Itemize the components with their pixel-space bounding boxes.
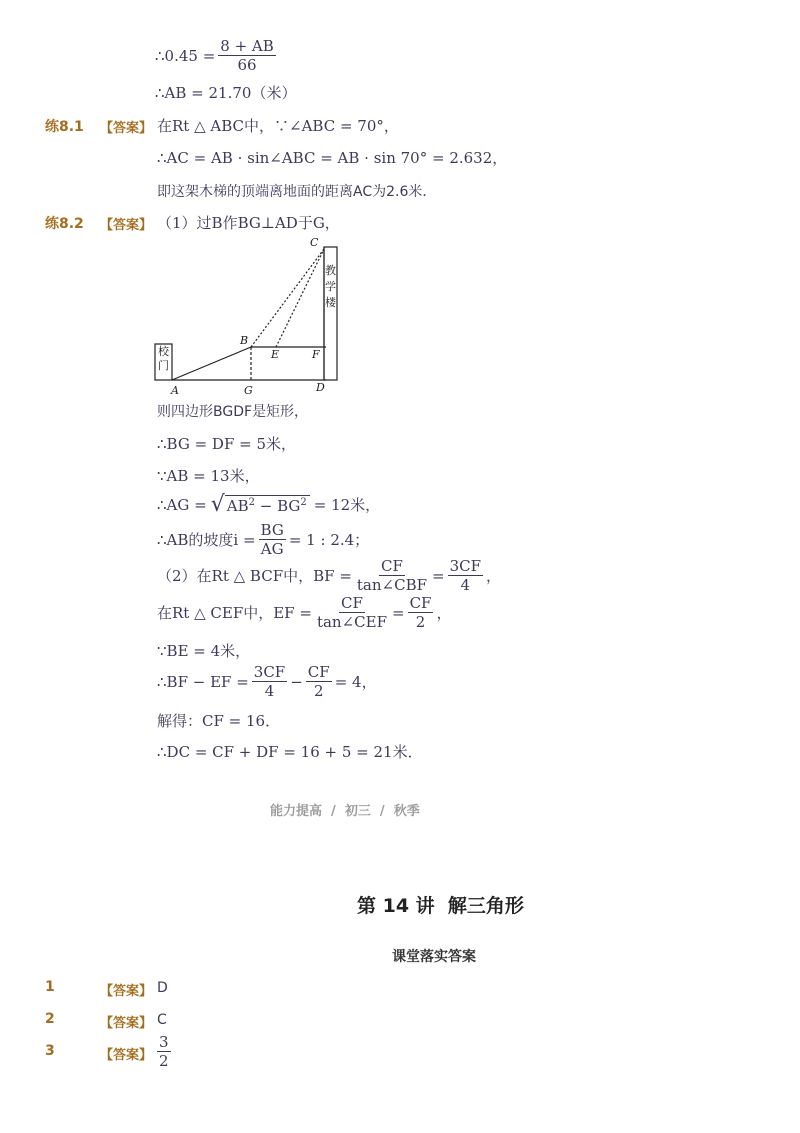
step-bg-df: ∴BG = DF = 5米，	[157, 435, 297, 453]
answer-number: 2	[45, 1011, 55, 1027]
point-d-label: D	[316, 381, 325, 394]
answer-tag: 【答案】	[100, 1048, 153, 1063]
point-f-label: F	[312, 348, 320, 361]
answer-number: 1	[45, 979, 55, 995]
answer-value	[154, 1034, 174, 1069]
sqrt-expression: √ $AB^2 - BG^2$	[211, 495, 310, 515]
step-rectangle: 则四边形BGDF是矩形，	[157, 404, 309, 420]
page-footer: 能力提高 / 初三 / 秋季	[270, 804, 420, 819]
step-bf-ef: ∴BF − EF = $\frac{3CF}{4}$ − $\frac{CF}{2}$ = 4，	[157, 663, 377, 700]
fraction: $\frac{CF}{\text{tan∠CBF}}$	[356, 557, 428, 594]
exercise-label-8-2: 练8.2	[45, 216, 84, 232]
fraction: $\frac{CF}{\text{tan∠CEF}}$	[316, 594, 387, 631]
exercise-label-8-1: 练8.1	[45, 119, 84, 135]
p82-line1: （1）过B作BG⊥AD于G，	[157, 214, 340, 232]
step-bf: （2）在Rt △ BCF中，BF = $\frac{CF}{\text{tan∠CBF}}$ = $\frac{3CF}{4}$ ，	[157, 557, 502, 594]
step-ef: 在Rt △ CEF中，EF = $\frac{CF}{\text{tan∠CEF}}$ = $\frac{CF}{2}$ ，	[157, 594, 452, 631]
p81-line1: 在Rt △ ABC中，∵∠ABC = 70°，	[157, 117, 399, 135]
building-label: 教学楼	[325, 264, 336, 309]
answer-number: 3	[45, 1043, 55, 1059]
point-g-label: G	[244, 384, 253, 397]
fraction: $\frac{3CF}{4}$	[253, 663, 286, 700]
answer-tag: 【答案】	[100, 1016, 153, 1031]
point-a-label: A	[171, 384, 179, 397]
point-e-label: E	[271, 348, 280, 361]
answer-tag: 【答案】	[100, 984, 153, 999]
fraction: $\frac{BG}{AG}$	[260, 521, 284, 558]
answer-tag: 【答案】	[100, 218, 153, 233]
line-ec	[276, 249, 324, 347]
eq-045: ∴0.45 = $\frac{8 + AB}{66}$	[155, 37, 274, 74]
step-ag: ∴AG = √ $AB^2 - BG^2$ = 12米，	[157, 491, 381, 517]
fraction: $\frac{CF}{2}$	[307, 663, 330, 700]
gate-label: 校门	[158, 345, 169, 372]
p81-line2: ∴AC = AB · sin∠ABC = AB · sin 70° = 2.632，	[157, 149, 508, 167]
eq-ab-result: ∴AB = 21.70（米）	[155, 84, 297, 102]
section-title: 第 14 讲 解三角形	[357, 895, 524, 917]
fraction: $\frac{8 + AB}{66}$	[220, 37, 274, 74]
fraction: $\frac{3}{2}$	[159, 1033, 169, 1070]
answer-value: D	[157, 980, 168, 996]
step-solve: 解得：CF = 16．	[157, 712, 281, 730]
p81-line3: 即这架木梯的顶端离地面的距离AC为2.6米．	[157, 184, 437, 200]
section-subtitle: 课堂落实答案	[392, 949, 476, 965]
slope-ab	[172, 347, 251, 380]
answer-value: C	[157, 1012, 167, 1028]
point-b-label: B	[240, 334, 249, 347]
step-be: ∵BE = 4米，	[157, 642, 251, 660]
fraction: $\frac{CF}{2}$	[409, 594, 432, 631]
answer-tag: 【答案】	[100, 121, 153, 136]
step-ab-13: ∵AB = 13米，	[157, 467, 260, 485]
point-c-label: C	[310, 236, 319, 249]
slope-figure	[150, 233, 340, 398]
fraction: $\frac{3CF}{4}$	[449, 557, 482, 594]
step-slope: ∴AB的坡度i = $\frac{BG}{AG}$ = 1 : 2.4；	[157, 521, 370, 558]
line-bc	[251, 249, 324, 347]
step-dc: ∴DC = CF + DF = 16 + 5 = 21米．	[157, 743, 423, 761]
